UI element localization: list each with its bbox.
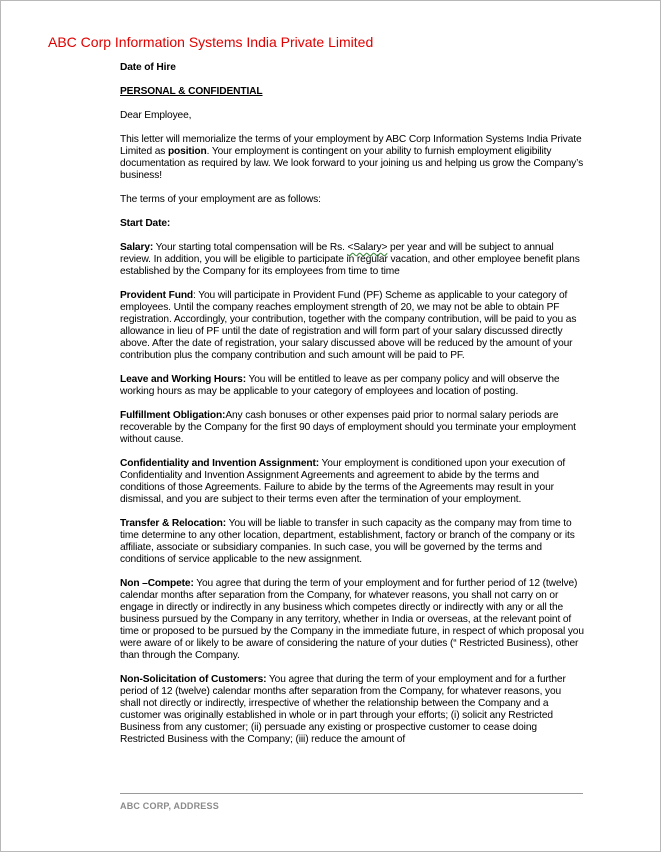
provident-fund-paragraph: Provident Fund: You will participate in Provident Fund (PF) Scheme as applicable to your category of employees. Until the company reaches employment strength of 20, we may not be able to obtain PF registration. Accordingly, your contribution, together with the company contribution, will be paid to you as allowance in lieu of PF until the date of registration and will form part of your salary discussed directly above. After the date of registration, your salary discussed above will be reduced by the amount of your contribution plus the company contribution and such amount will be paid to PF.	[120, 290, 577, 361]
nonsolicit-paragraph: Non-Solicitation of Customers: You agree that during the term of your employment and for a further period of 12 (twelve) calendar months after separation from the Company, for whatever reasons, you shall not directly or indirectly, irrespective of whether the relationship between the Company and a customer was originally established in whole or in part through your efforts; (i) solicit any Restricted Business from any customer; (ii) persuade any existing or prospective customer to cease doing Restricted Business with the Company; (iii) reduce the amount of	[120, 674, 566, 745]
transfer-label: Transfer & Relocation:	[120, 518, 227, 529]
confidential-heading: PERSONAL & CONFIDENTIAL	[120, 86, 263, 97]
salary-label: Salary:	[120, 242, 154, 253]
footer-divider	[120, 793, 583, 794]
salutation: Dear Employee,	[120, 110, 192, 121]
position-placeholder: position	[167, 146, 207, 157]
date-of-hire: Date of Hire	[120, 62, 176, 73]
footer-address: ABC CORP, ADDRESS	[120, 801, 219, 811]
start-date-label: Start Date:	[120, 218, 171, 229]
nonsolicit-label: Non-Solicitation of Customers:	[120, 674, 267, 685]
fulfillment-paragraph: Fulfillment Obligation:Any cash bonuses or other expenses paid prior to normal salary periods are recoverable by the Company for the first 90 days of employment should you terminate your employment without cause.	[120, 410, 576, 445]
noncompete-paragraph: Non –Compete: You agree that during the term of your employment and for further period of 12 (twelve) calendar months after separation from the Company, for whatever reasons, you shall not carry on or engage in directly or indirectly in any business which competes directly or indirectly with any or all the business pursued by the Company in any territory, whether in India or overseas, at the relevant point of time or proposed to be pursued by the Company in the immediate future, in respect of which proposal you were aware of or likely to be aware of considering the nature of your duties (“ Restricted Business), other than through the Company.	[120, 578, 584, 661]
salary-paragraph: Salary: Your starting total compensation will be Rs. <Salary> per year and will be subject to annual review. In addition, you will be eligible to participate in regular vacation, and other employee benefit plans established by the Company for its employees from time to time	[120, 242, 580, 277]
noncompete-label: Non –Compete:	[120, 578, 194, 589]
leave-label: Leave and Working Hours:	[120, 374, 246, 385]
intro-paragraph: This letter will memorialize the terms of your employment by ABC Corp Information Systems India Private Limited as position. Your employment is contingent on your ability to furnish employment eligibility documentation as required by law. We look forward to your joining us and helping us grow the Company’s business!	[120, 134, 584, 181]
provident-fund-label: Provident Fund	[120, 290, 194, 301]
fulfillment-label: Fulfillment Obligation:	[120, 410, 226, 421]
transfer-paragraph: Transfer & Relocation: You will be liable to transfer in such capacity as the company may from time to time determine to any other location, department, establishment, factory or branch of the company or its affiliate, associate or subsidiary companies. In such case, you will be governed by the terms and conditions of service applicable to the new assignment.	[120, 518, 575, 565]
letter-body	[120, 62, 584, 758]
salary-placeholder: <Salary>	[347, 242, 388, 253]
terms-intro: The terms of your employment are as follows:	[120, 194, 321, 205]
confidentiality-paragraph: Confidentiality and Invention Assignment: Your employment is conditioned upon your execution of Confidentiality and Invention Assignment Agreements and agreement to abide by the terms and conditions of those Agreements. Failure to abide by the terms of the Agreements may result in your dismissal, and you are subject to their terms even after the termination of your employment.	[120, 458, 566, 505]
confidentiality-label: Confidentiality and Invention Assignment:	[120, 458, 320, 469]
company-header: ABC Corp Information Systems India Private Limited	[48, 34, 374, 50]
leave-paragraph: Leave and Working Hours: You will be entitled to leave as per company policy and will observe the working hours as may be applicable to your category of employees and location of posting.	[120, 374, 560, 397]
